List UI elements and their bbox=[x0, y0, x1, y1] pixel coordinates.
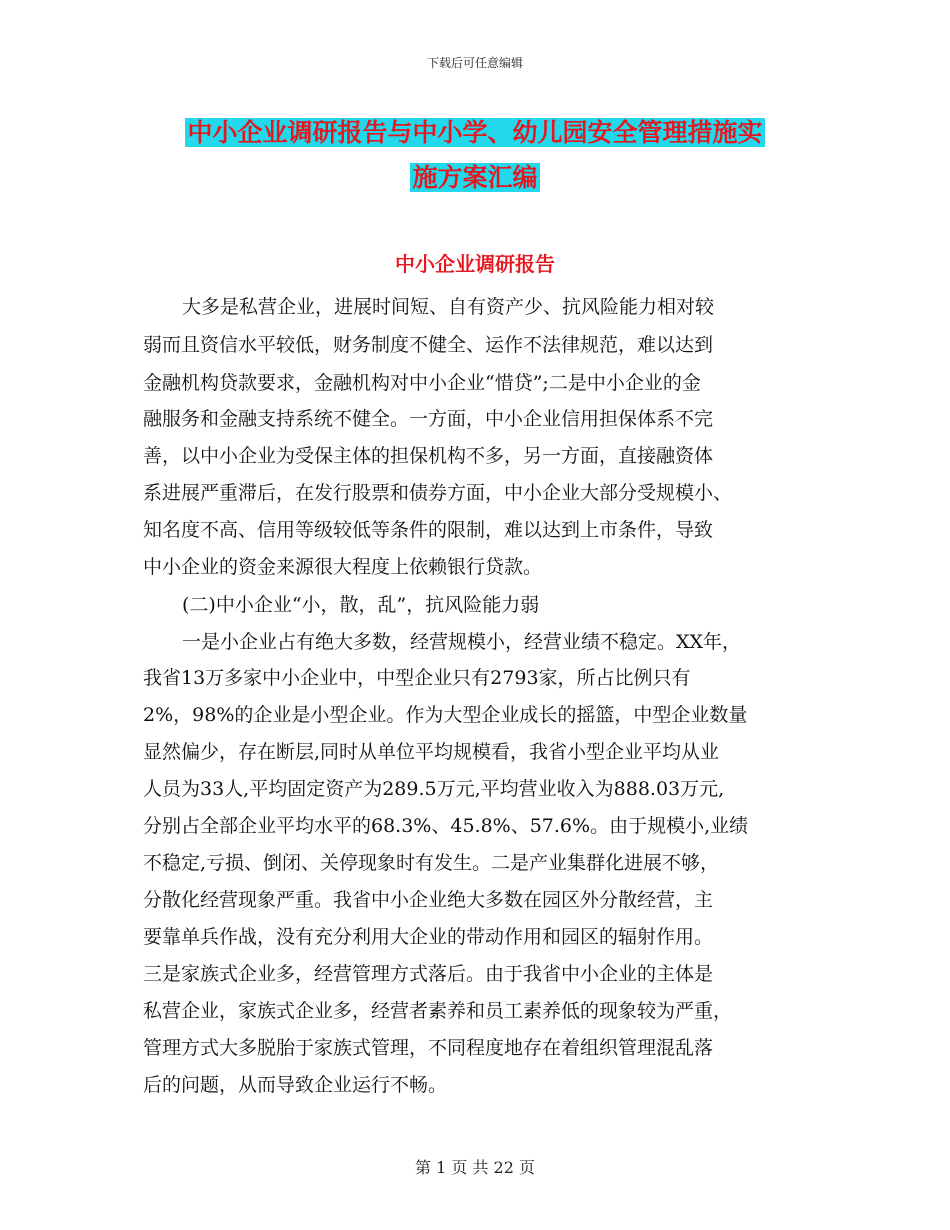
body-line: 中小企业的资金来源很大程度上依赖银行贷款。 bbox=[143, 556, 543, 578]
body-line: 私营企业，家族式企业多，经营者素养和员工素养低的现象较为严重， bbox=[143, 1000, 733, 1022]
body-line: 三是家族式企业多，经营管理方式落后。由于我省中小企业的主体是 bbox=[143, 963, 714, 985]
body-line: 我省13万多家中小企业中，中型企业只有2793家，所占比例只有 bbox=[143, 667, 691, 689]
body-line: 要靠单兵作战，没有充分利用大企业的带动作用和园区的辐射作用。 bbox=[143, 926, 714, 948]
body-line: 2%，98%的企业是小型企业。作为大型企业成长的摇篮，中型企业数量 bbox=[143, 704, 748, 726]
body-line: 一是小企业占有绝大多数，经营规模小，经营业绩不稳定。XX年， bbox=[182, 631, 742, 653]
body-line: 分别占全部企业平均水平的68.3%、45.8%、57.6%。由于规模小,业绩 bbox=[143, 815, 749, 837]
body-line: 金融机构贷款要求，金融机构对中小企业“惜贷”;二是中小企业的金 bbox=[143, 372, 701, 394]
body-line: (二)中小企业“小，散，乱”，抗风险能力弱 bbox=[182, 594, 540, 616]
section-heading: 中小企业调研报告 bbox=[395, 252, 555, 276]
body-line: 弱而且资信水平较低，财务制度不健全、运作不法律规范，难以达到 bbox=[143, 334, 714, 356]
body-line: 知名度不高、信用等级较低等条件的限制，难以达到上市条件，导致 bbox=[143, 519, 714, 541]
document-title-line-1: 中小企业调研报告与中小学、幼儿园安全管理措施实 bbox=[187, 118, 763, 147]
page-footer: 第 1 页 共 22 页 bbox=[415, 1158, 535, 1177]
body-line: 后的问题，从而导致企业运行不畅。 bbox=[143, 1074, 448, 1096]
body-line: 人员为33人,平均固定资产为289.5万元,平均营业收入为888.03万元, bbox=[143, 778, 725, 800]
body-line: 分散化经营现象严重。我省中小企业绝大多数在园区外分散经营，主 bbox=[143, 889, 714, 911]
body-line: 管理方式大多脱胎于家族式管理，不同程度地存在着组织管理混乱落 bbox=[143, 1037, 714, 1059]
body-line: 显然偏少，存在断层,同时从单位平均规模看，我省小型企业平均从业 bbox=[143, 741, 720, 763]
header-note: 下载后可任意编辑 bbox=[426, 56, 523, 70]
body-line: 善，以中小企业为受保主体的担保机构不多，另一方面，直接融资体 bbox=[143, 445, 714, 467]
body-line: 融服务和金融支持系统不健全。一方面，中小企业信用担保体系不完 bbox=[143, 408, 714, 430]
body-line: 不稳定,亏损、倒闭、关停现象时有发生。二是产业集群化进展不够， bbox=[143, 852, 720, 874]
body-line: 大多是私营企业，进展时间短、自有资产少、抗风险能力相对较 bbox=[182, 296, 715, 318]
body-line: 系进展严重滞后，在发行股票和债券方面，中小企业大部分受规模小、 bbox=[143, 482, 733, 504]
document-title-line-2: 施方案汇编 bbox=[412, 163, 538, 192]
